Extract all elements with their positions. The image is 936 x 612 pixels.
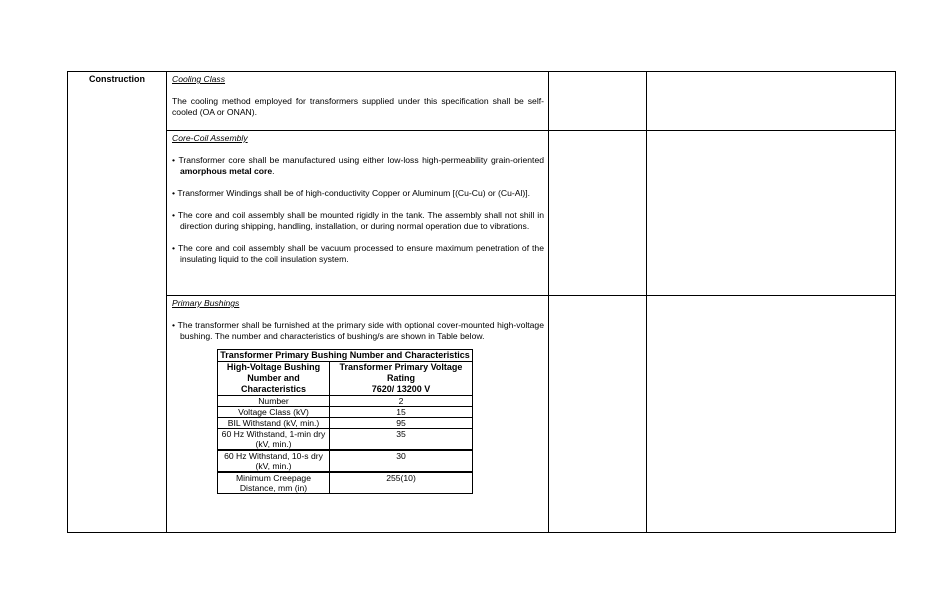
core-cell — [167, 131, 549, 296]
bushing-table-title: Transformer Primary Bushing Number and Characteristics — [218, 350, 473, 362]
core-bullet-2: • Transformer Windings shall be of high-conductivity Copper or Aluminum [(Cu-Cu) or (Cu-Al)]. — [172, 188, 531, 198]
core-bullet-1: • Transformer core shall be manufactured using either low-loss high-permeability grain-oriented amorphous metal core. — [172, 155, 545, 176]
empty-cell — [549, 296, 647, 533]
empty-cell — [549, 72, 647, 131]
row-primary-bushings — [68, 296, 896, 533]
cooling-text: The cooling method employed for transformers supplied under this specification shall be self-cooled (OA or ONAN). — [172, 96, 544, 117]
table-row: BIL Withstand (kV, min.) 95 — [218, 418, 473, 429]
empty-cell — [647, 72, 896, 131]
row-cooling-class — [68, 72, 896, 131]
bushings-bullet-1: • The transformer shall be furnished at the primary side with optional cover-mounted high-voltage bushing. The number and characteristics of bushing/s are shown in Table below. — [172, 320, 544, 341]
voltage-rating-subheader: 7620/ 13200 V — [371, 384, 431, 394]
table-row: Number 2 — [218, 396, 473, 407]
empty-cell — [647, 296, 896, 533]
table-row: 60 Hz Withstand, 10-s dry (kV, min.) 30 — [218, 450, 473, 472]
category-cell — [68, 72, 167, 533]
cooling-cell — [167, 72, 549, 131]
bushing-table — [217, 349, 473, 494]
cooling-heading: Cooling Class — [172, 74, 226, 84]
bushings-heading: Primary Bushings — [172, 298, 240, 308]
core-bullet-4: • The core and coil assembly shall be vacuum processed to ensure maximum penetration of the insulating liquid to the coil insulation system. — [172, 243, 544, 264]
bold-text: amorphous metal core — [180, 166, 273, 176]
bushing-table-col1-header: High-Voltage Bushing Number and Characteristics — [218, 362, 330, 396]
empty-cell — [549, 131, 647, 296]
category-label: Construction — [89, 74, 145, 84]
table-row: Minimum Creepage Distance, mm (in) 255(10) — [218, 472, 473, 494]
specification-table — [67, 71, 896, 533]
bushings-cell — [167, 296, 549, 533]
table-row: 60 Hz Withstand, 1-min dry (kV, min.) 35 — [218, 429, 473, 451]
table-row: Voltage Class (kV) 15 — [218, 407, 473, 418]
core-heading: Core-Coil Assembly — [172, 133, 248, 143]
bushing-table-col2-header: Transformer Primary Voltage Rating 7620/ 13200 V — [330, 362, 473, 396]
empty-cell — [647, 131, 896, 296]
row-core-coil — [68, 131, 896, 296]
core-bullet-3: • The core and coil assembly shall be mounted rigidly in the tank. The assembly shall not shill in direction during shipping, handling, installation, or during normal operation due to vibrations. — [172, 210, 544, 231]
